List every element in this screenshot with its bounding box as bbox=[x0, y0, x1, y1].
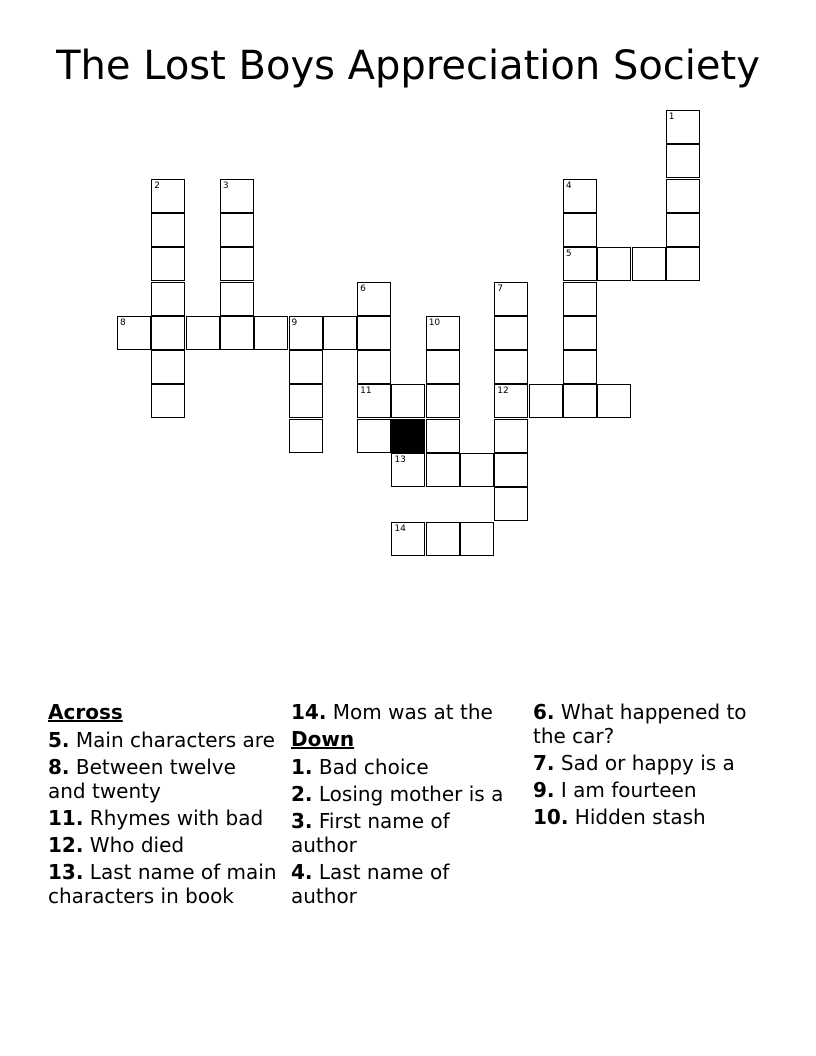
puzzle-title: The Lost Boys Appreciation Society bbox=[56, 43, 760, 89]
black-cell bbox=[391, 419, 425, 453]
clue-text: Mom was at the bbox=[332, 700, 493, 724]
grid-cell[interactable] bbox=[151, 282, 185, 316]
grid-cell[interactable] bbox=[529, 384, 563, 418]
grid-cell[interactable] bbox=[563, 384, 597, 418]
cell-number: 7 bbox=[497, 283, 504, 294]
grid-cell[interactable] bbox=[220, 247, 254, 281]
grid-cell[interactable] bbox=[426, 350, 460, 384]
grid-cell[interactable] bbox=[289, 419, 323, 453]
clue-number: 3. bbox=[291, 809, 313, 833]
grid-cell[interactable] bbox=[494, 282, 528, 316]
grid-cell[interactable] bbox=[597, 247, 631, 281]
cell-number: 11 bbox=[360, 386, 372, 397]
grid-cell[interactable] bbox=[289, 316, 323, 350]
grid-cell[interactable] bbox=[426, 453, 460, 487]
clue-number: 2. bbox=[291, 782, 313, 806]
clue-number: 9. bbox=[533, 778, 555, 802]
grid-cell[interactable] bbox=[391, 384, 425, 418]
clue-text: Rhymes with bad bbox=[89, 806, 264, 830]
clue-number: 4. bbox=[291, 860, 313, 884]
grid-cell[interactable] bbox=[254, 316, 288, 350]
clue-text: What happened to the car? bbox=[533, 700, 747, 748]
grid-cell[interactable] bbox=[357, 316, 391, 350]
grid-cell[interactable] bbox=[151, 179, 185, 213]
grid-cell[interactable] bbox=[220, 213, 254, 247]
grid-cell[interactable] bbox=[426, 419, 460, 453]
grid-cell[interactable] bbox=[494, 419, 528, 453]
cell-number: 4 bbox=[565, 180, 572, 191]
grid-cell[interactable] bbox=[460, 522, 494, 556]
grid-cell[interactable] bbox=[563, 316, 597, 350]
grid-cell[interactable] bbox=[563, 179, 597, 213]
clues-column-1 bbox=[48, 700, 278, 911]
grid-cell[interactable] bbox=[357, 350, 391, 384]
grid-cell[interactable] bbox=[494, 453, 528, 487]
clue-number: 14. bbox=[291, 700, 327, 724]
clue-text: Main characters are bbox=[75, 728, 275, 752]
grid-cell[interactable] bbox=[151, 350, 185, 384]
grid-cell[interactable] bbox=[357, 282, 391, 316]
cell-number: 14 bbox=[394, 523, 406, 534]
grid-cell[interactable] bbox=[289, 350, 323, 384]
cell-number: 9 bbox=[291, 317, 298, 328]
cell-number: 8 bbox=[120, 317, 126, 328]
clue-down-3 bbox=[291, 809, 521, 857]
clue-across-14 bbox=[291, 700, 521, 724]
grid-cell[interactable] bbox=[391, 522, 425, 556]
grid-cell[interactable] bbox=[426, 522, 460, 556]
grid-cell[interactable] bbox=[563, 247, 597, 281]
clue-down-7 bbox=[533, 751, 763, 775]
grid-cell[interactable] bbox=[494, 487, 528, 521]
grid-cell[interactable] bbox=[357, 419, 391, 453]
clue-down-9 bbox=[533, 778, 763, 802]
clue-text: Bad choice bbox=[318, 755, 429, 779]
grid-cell[interactable] bbox=[666, 179, 700, 213]
cell-number: 2 bbox=[154, 180, 161, 191]
grid-cell[interactable] bbox=[666, 213, 700, 247]
grid-cell[interactable] bbox=[666, 247, 700, 281]
grid-cell[interactable] bbox=[563, 213, 597, 247]
grid-cell[interactable] bbox=[220, 316, 254, 350]
grid-cell[interactable] bbox=[117, 316, 151, 350]
clue-text: Sad or happy is a bbox=[560, 751, 735, 775]
clue-text: Who died bbox=[89, 833, 185, 857]
grid-cell[interactable] bbox=[494, 384, 528, 418]
grid-cell[interactable] bbox=[563, 282, 597, 316]
cell-number: 13 bbox=[394, 455, 406, 465]
grid-cell[interactable] bbox=[151, 213, 185, 247]
clue-down-2 bbox=[291, 782, 521, 806]
clue-down-4 bbox=[291, 860, 521, 908]
clues-column-3 bbox=[533, 700, 763, 832]
clue-down-1 bbox=[291, 755, 521, 779]
clue-text: I am fourteen bbox=[560, 778, 697, 802]
clue-across-5 bbox=[48, 728, 278, 752]
clue-across-11 bbox=[48, 806, 278, 830]
grid-cell[interactable] bbox=[597, 384, 631, 418]
grid-cell[interactable] bbox=[563, 350, 597, 384]
clue-number: 1. bbox=[291, 755, 313, 779]
grid-cell[interactable] bbox=[220, 179, 254, 213]
cell-number: 10 bbox=[428, 317, 441, 328]
clue-number: 11. bbox=[48, 806, 84, 830]
grid-cell[interactable] bbox=[289, 384, 323, 418]
clue-text: Hidden stash bbox=[574, 805, 706, 829]
clue-across-12 bbox=[48, 833, 278, 857]
cell-number: 5 bbox=[565, 249, 572, 260]
cell-number: 3 bbox=[222, 180, 229, 191]
down-heading: Down bbox=[291, 727, 355, 751]
grid-cell[interactable] bbox=[666, 144, 700, 178]
grid-cell[interactable] bbox=[494, 350, 528, 384]
grid-cell[interactable] bbox=[151, 316, 185, 350]
clue-number: 7. bbox=[533, 751, 555, 775]
clue-across-8 bbox=[48, 755, 278, 803]
grid-cell[interactable] bbox=[426, 384, 460, 418]
clues-column-2 bbox=[291, 700, 521, 911]
clue-text: Losing mother is a bbox=[318, 782, 504, 806]
across-heading: Across bbox=[48, 700, 123, 724]
clue-down-6 bbox=[533, 700, 763, 748]
grid-cell[interactable] bbox=[186, 316, 220, 350]
clue-across-13 bbox=[48, 860, 278, 908]
grid-cell[interactable] bbox=[357, 384, 391, 418]
clue-text: First name of author bbox=[291, 809, 450, 857]
grid-cell[interactable] bbox=[494, 316, 528, 350]
grid-cell[interactable] bbox=[426, 316, 460, 350]
grid-cell[interactable] bbox=[460, 453, 494, 487]
clue-text: Last name of main characters in book bbox=[48, 860, 277, 908]
grid-cell[interactable] bbox=[323, 316, 357, 350]
clue-number: 13. bbox=[48, 860, 84, 884]
clue-number: 10. bbox=[533, 805, 569, 829]
clue-down-10 bbox=[533, 805, 763, 829]
cell-number: 12 bbox=[497, 386, 509, 397]
grid-cell[interactable] bbox=[391, 453, 425, 487]
clue-number: 6. bbox=[533, 700, 555, 724]
clue-text: Between twelve and twenty bbox=[48, 755, 236, 803]
cell-number: 6 bbox=[360, 283, 366, 294]
grid-cell[interactable] bbox=[151, 247, 185, 281]
clue-number: 5. bbox=[48, 728, 70, 752]
clue-number: 12. bbox=[48, 833, 84, 857]
grid-cell[interactable] bbox=[151, 384, 185, 418]
grid-cell[interactable] bbox=[666, 110, 700, 144]
grid-cell[interactable] bbox=[220, 282, 254, 316]
grid-cell[interactable] bbox=[632, 247, 666, 281]
cell-number: 1 bbox=[668, 112, 675, 122]
clue-text: Last name of author bbox=[291, 860, 450, 908]
clue-number: 8. bbox=[48, 755, 70, 779]
